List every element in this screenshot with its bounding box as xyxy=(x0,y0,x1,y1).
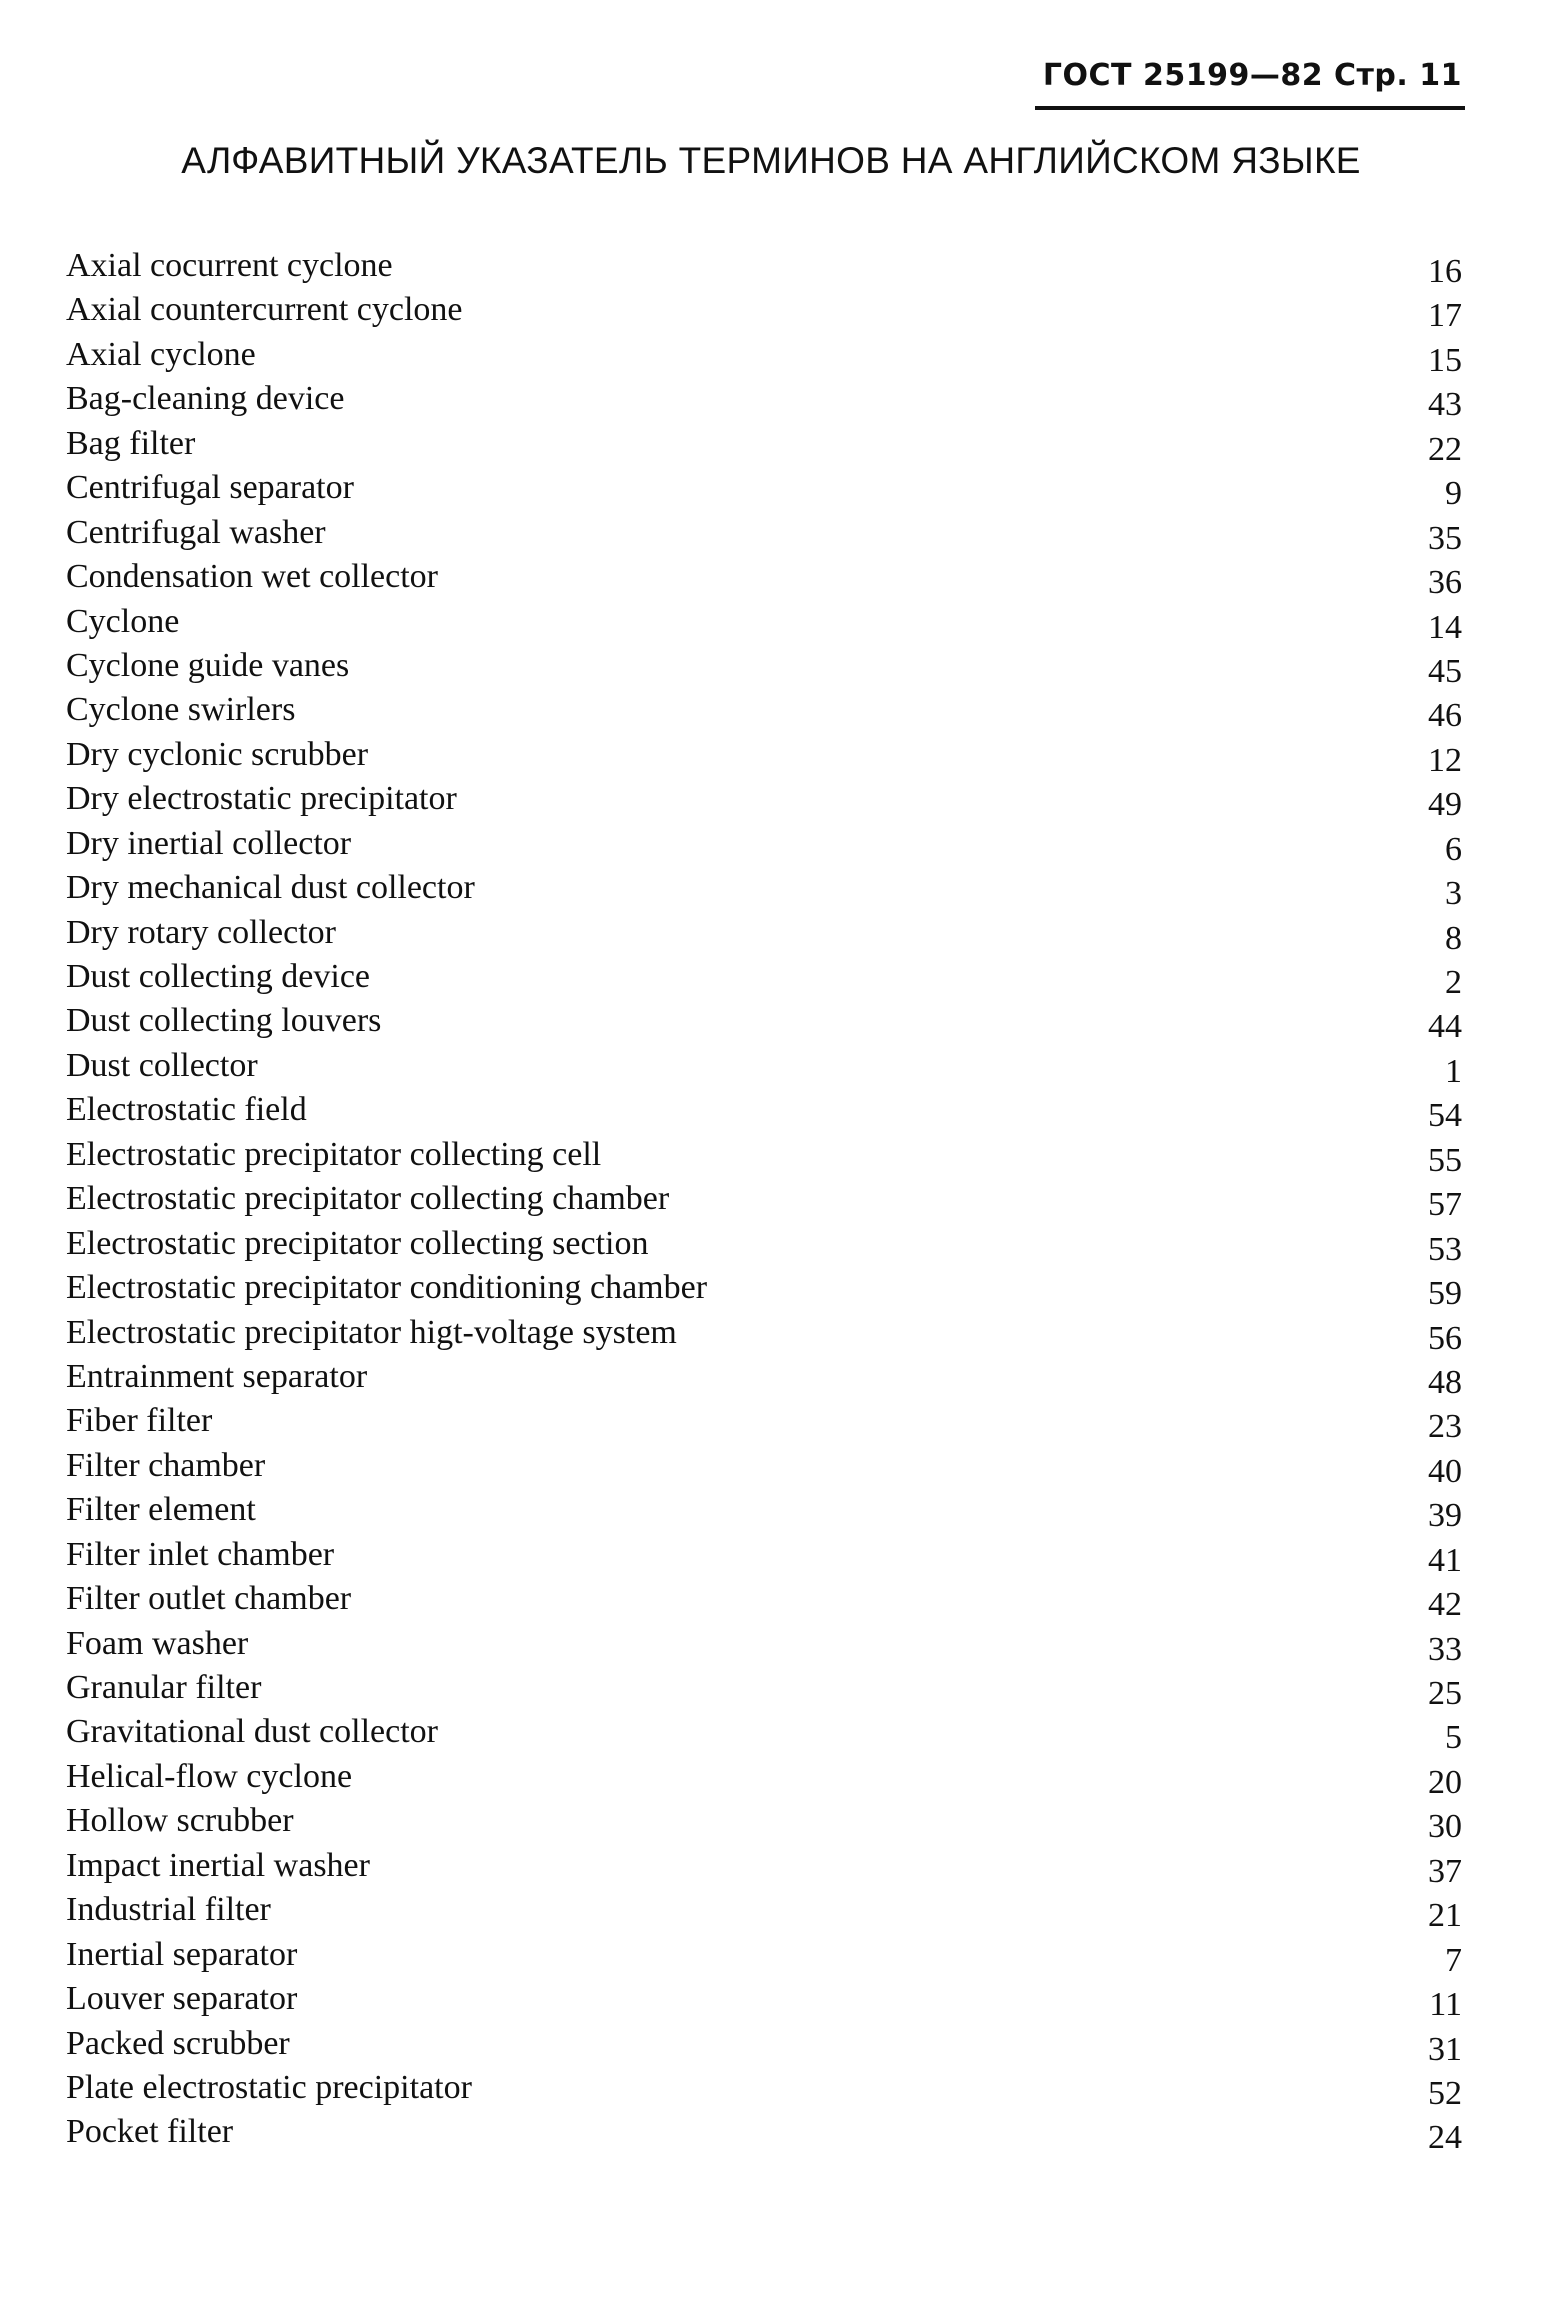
index-list xyxy=(66,244,1462,2155)
index-number: 17 xyxy=(1428,297,1462,335)
index-number: 40 xyxy=(1428,1452,1462,1490)
index-number: 57 xyxy=(1428,1186,1462,1224)
index-entry xyxy=(66,955,1462,999)
index-entry xyxy=(66,688,1462,735)
index-term: Centrifugal separator xyxy=(66,469,354,507)
index-number: 1 xyxy=(1445,1052,1462,1090)
index-term: Filter chamber xyxy=(66,1446,266,1484)
index-number: 14 xyxy=(1428,608,1462,646)
index-number: 45 xyxy=(1428,652,1462,690)
index-entry xyxy=(66,1799,1462,1846)
index-entry xyxy=(66,2110,1462,2157)
index-term: Dust collecting device xyxy=(66,958,371,995)
index-entry xyxy=(66,1977,1462,2024)
index-entry xyxy=(66,1222,1462,1266)
index-term: Dry electrostatic precipitator xyxy=(66,780,457,818)
index-entry xyxy=(66,1933,1462,1977)
index-entry xyxy=(66,511,1462,555)
index-entry xyxy=(66,244,1462,288)
index-number: 52 xyxy=(1428,2074,1462,2112)
index-term: Dry cyclonic scrubber xyxy=(66,735,369,773)
index-entry xyxy=(66,1622,1462,1666)
index-number: 59 xyxy=(1428,1275,1462,1313)
index-entry xyxy=(66,466,1462,513)
index-term: Centrifugal washer xyxy=(66,513,326,551)
index-entry xyxy=(66,422,1462,466)
index-entry xyxy=(66,2066,1462,2110)
index-entry xyxy=(66,911,1462,955)
index-entry xyxy=(66,1044,1462,1088)
index-term: Axial cocurrent cyclone xyxy=(66,247,393,284)
index-number: 8 xyxy=(1445,919,1462,957)
index-number: 3 xyxy=(1445,875,1462,913)
index-term: Inertial separator xyxy=(66,1935,298,1973)
index-number: 39 xyxy=(1428,1497,1462,1535)
index-number: 42 xyxy=(1428,1586,1462,1624)
index-entry xyxy=(66,1666,1462,1710)
index-term: Dry mechanical dust collector xyxy=(66,869,475,907)
index-term: Cyclone guide vanes xyxy=(66,646,350,684)
index-number: 31 xyxy=(1428,2030,1462,2068)
index-number: 43 xyxy=(1428,386,1462,424)
index-term: Electrostatic precipitator collecting section xyxy=(66,1224,649,1262)
index-number: 15 xyxy=(1428,341,1462,379)
index-entry xyxy=(66,600,1462,644)
index-term: Foam washer xyxy=(66,1624,249,1662)
index-term: Dry rotary collector xyxy=(66,913,336,951)
index-number: 25 xyxy=(1428,1675,1462,1712)
index-term: Pocket filter xyxy=(66,2113,234,2151)
index-entry xyxy=(66,1888,1462,1935)
index-term: Granular filter xyxy=(66,1669,262,1706)
index-entry xyxy=(66,555,1462,602)
index-term: Electrostatic precipitator collecting cell xyxy=(66,1135,602,1173)
index-entry xyxy=(66,1533,1462,1577)
index-number: 21 xyxy=(1428,1897,1462,1935)
index-entry xyxy=(66,1755,1462,1799)
index-term: Cyclone swirlers xyxy=(66,691,296,729)
index-entry xyxy=(66,1311,1462,1355)
index-term: Axial cyclone xyxy=(66,335,256,373)
index-number: 33 xyxy=(1428,1630,1462,1668)
index-title: АЛФАВИТНЫЙ УКАЗАТЕЛЬ ТЕРМИНОВ НА АНГЛИЙСКОМ ЯЗЫКЕ xyxy=(181,140,1361,181)
index-number: 23 xyxy=(1428,1408,1462,1446)
index-number: 16 xyxy=(1428,253,1462,290)
index-number: 30 xyxy=(1428,1808,1462,1846)
index-term: Plate electrostatic precipitator xyxy=(66,2068,472,2106)
index-term: Condensation wet collector xyxy=(66,558,439,596)
index-number: 41 xyxy=(1428,1541,1462,1579)
index-entry xyxy=(66,1266,1462,1313)
index-number: 7 xyxy=(1445,1941,1462,1979)
index-term: Axial countercurrent cyclone xyxy=(66,291,463,329)
index-entry xyxy=(66,1355,1462,1399)
index-term: Dust collector xyxy=(66,1046,258,1084)
index-number: 44 xyxy=(1428,1008,1462,1046)
index-entry xyxy=(66,1177,1462,1224)
index-number: 11 xyxy=(1429,1986,1462,2024)
index-term: Electrostatic precipitator conditioning chamber xyxy=(66,1269,708,1307)
index-term: Electrostatic precipitator higt-voltage system xyxy=(66,1313,677,1351)
index-term: Cyclone xyxy=(66,602,180,640)
index-term: Electrostatic precipitator collecting chamber xyxy=(66,1180,670,1218)
index-term: Bag filter xyxy=(66,424,196,462)
index-number: 35 xyxy=(1428,519,1462,557)
index-term: Dust collecting louvers xyxy=(66,1002,382,1040)
index-number: 20 xyxy=(1428,1763,1462,1801)
index-number: 24 xyxy=(1428,2119,1462,2157)
index-number: 46 xyxy=(1428,697,1462,735)
index-number: 36 xyxy=(1428,564,1462,602)
index-entry xyxy=(66,822,1462,866)
index-number: 37 xyxy=(1428,1852,1462,1890)
index-entry xyxy=(66,2022,1462,2066)
index-entry xyxy=(66,1133,1462,1177)
index-term: Filter element xyxy=(66,1491,256,1529)
index-term: Louver separator xyxy=(66,1980,298,2018)
index-entry xyxy=(66,1399,1462,1446)
running-header: ГОСТ 25199—82 Стр. 11 xyxy=(1042,58,1462,93)
index-entry xyxy=(66,333,1462,377)
index-term: Electrostatic field xyxy=(66,1091,307,1129)
index-term: Impact inertial washer xyxy=(66,1846,370,1884)
index-number: 5 xyxy=(1445,1719,1462,1757)
index-term: Helical-flow cyclone xyxy=(66,1757,353,1795)
index-number: 2 xyxy=(1445,964,1462,1001)
index-entry xyxy=(66,288,1462,335)
index-entry xyxy=(66,777,1462,824)
index-entry xyxy=(66,866,1462,913)
index-term: Entrainment separator xyxy=(66,1357,368,1395)
index-entry xyxy=(66,1444,1462,1488)
index-term: Industrial filter xyxy=(66,1891,271,1929)
index-number: 54 xyxy=(1428,1097,1462,1135)
index-number: 53 xyxy=(1428,1230,1462,1268)
index-term: Filter outlet chamber xyxy=(66,1580,352,1618)
index-number: 56 xyxy=(1428,1319,1462,1357)
header-rule xyxy=(1035,106,1465,110)
index-term: Gravitational dust collector xyxy=(66,1713,438,1751)
index-entry xyxy=(66,377,1462,424)
index-entry xyxy=(66,1088,1462,1135)
index-entry xyxy=(66,1844,1462,1888)
index-number: 49 xyxy=(1428,786,1462,824)
index-entry xyxy=(66,733,1462,777)
index-entry xyxy=(66,1710,1462,1757)
index-term: Packed scrubber xyxy=(66,2024,290,2062)
index-term: Dry inertial collector xyxy=(66,824,352,862)
index-number: 6 xyxy=(1445,830,1462,868)
index-term: Bag-cleaning device xyxy=(66,380,345,418)
index-entry xyxy=(66,1577,1462,1624)
index-entry xyxy=(66,1488,1462,1535)
index-term: Hollow scrubber xyxy=(66,1802,294,1840)
index-term: Fiber filter xyxy=(66,1402,213,1440)
index-number: 22 xyxy=(1428,430,1462,468)
index-entry xyxy=(66,644,1462,688)
index-entry xyxy=(66,999,1462,1046)
index-number: 55 xyxy=(1428,1141,1462,1179)
index-number: 48 xyxy=(1428,1363,1462,1401)
index-number: 9 xyxy=(1445,475,1462,513)
index-number: 12 xyxy=(1428,741,1462,779)
index-term: Filter inlet chamber xyxy=(66,1535,335,1573)
